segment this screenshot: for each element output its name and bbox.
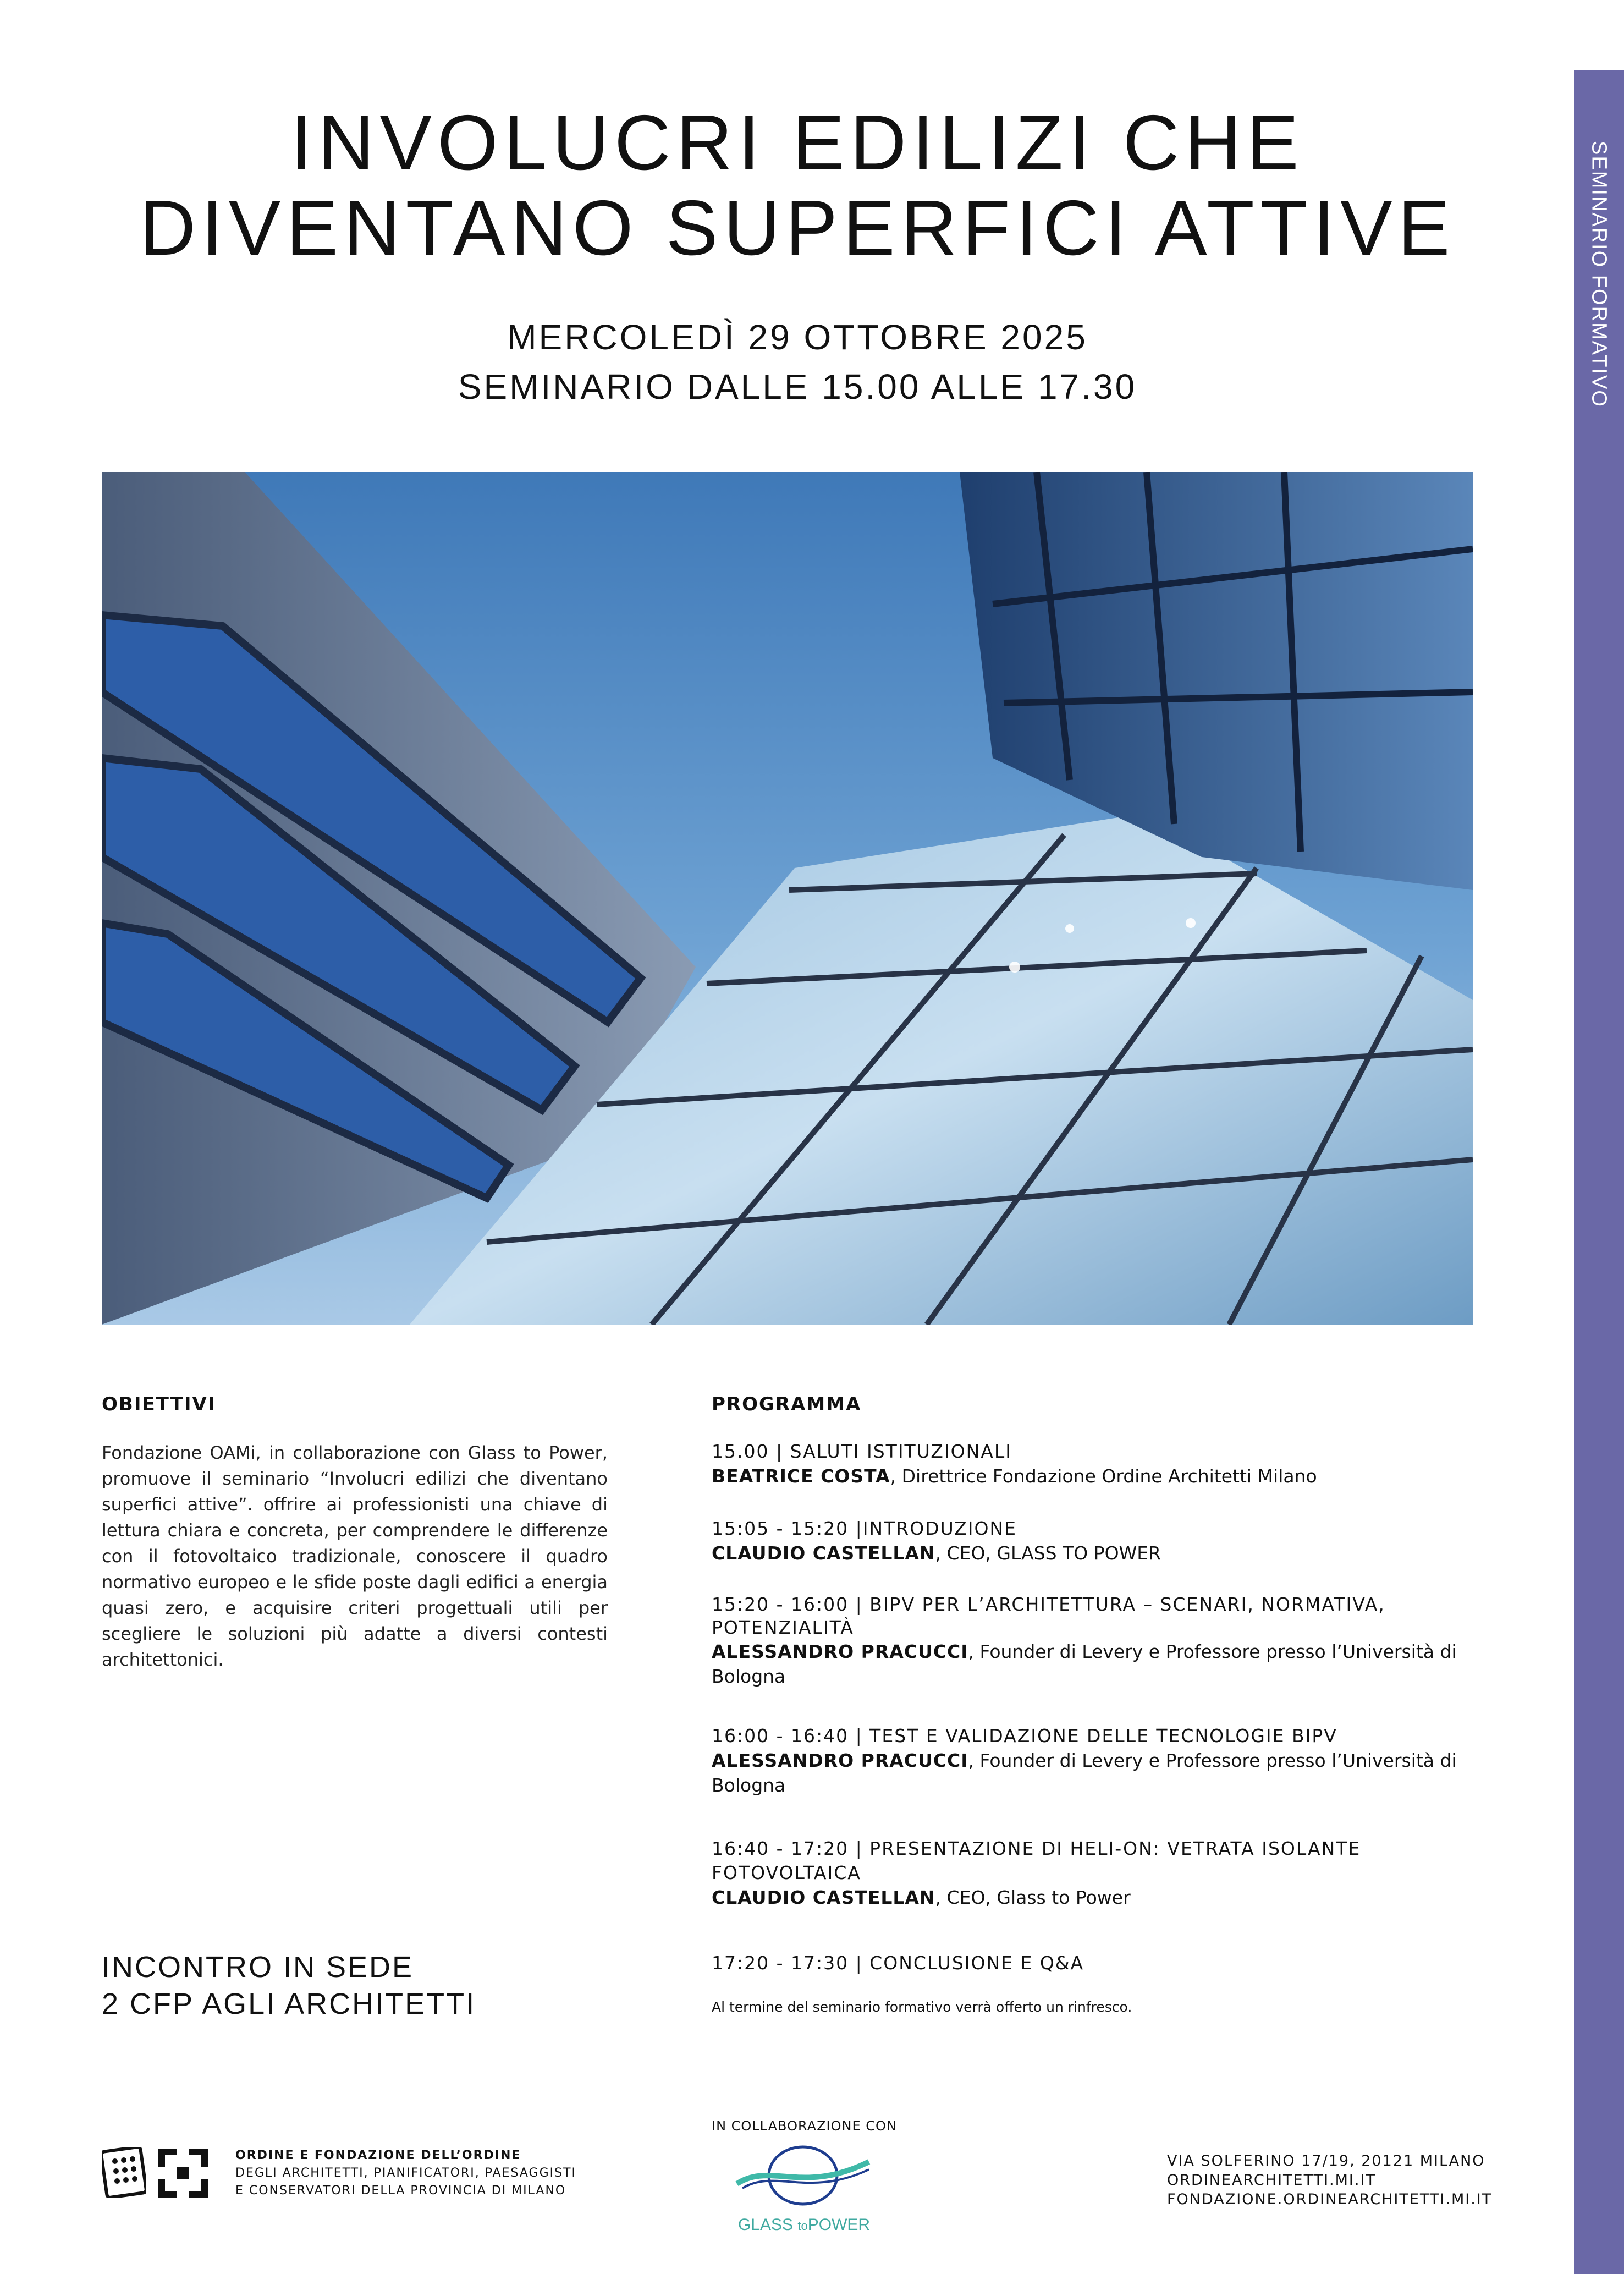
program-item-role: , Direttrice Fondazione Ordine Architetti Milano xyxy=(890,1465,1317,1487)
event-time: SEMINARIO DALLE 15.00 ALLE 17.30 xyxy=(458,367,1137,407)
program-item-time: 15.00 | SALUTI ISTITUZIONALI xyxy=(712,1441,1012,1462)
partner-logo-power: POWER xyxy=(807,2216,871,2234)
program-item-speaker: ALESSANDRO PRACUCCI xyxy=(712,1641,968,1662)
partner-logo-to: to xyxy=(797,2219,808,2233)
program-item-speaker-line xyxy=(712,1541,1471,1566)
incontro-line-1: INCONTRO IN SEDE xyxy=(102,1951,414,1984)
program-item-speaker-line xyxy=(712,1748,1471,1798)
glass-to-power-logo-icon xyxy=(726,2145,880,2211)
program-item xyxy=(712,1723,1471,1798)
program-item-time: 17:20 - 17:30 | CONCLUSIONE E Q&A xyxy=(712,1952,1084,1974)
program-item xyxy=(712,1516,1471,1566)
program-item-speaker-line xyxy=(712,1885,1471,1910)
address-line-1: VIA SOLFERINO 17/19, 20121 MILANO xyxy=(1167,2152,1485,2169)
program-item-role: , Founder di Levery e Professore presso l’Università di Bologna xyxy=(712,1750,1457,1796)
obiettivi-heading: OBIETTIVI xyxy=(102,1393,216,1415)
program-item-time: 15:20 - 16:00 | BIPV PER L’ARCHITETTURA – SCENARI, NORMATIVA, POTENZIALITÀ xyxy=(712,1594,1385,1638)
programma-heading: PROGRAMMA xyxy=(712,1393,862,1415)
program-item-speaker: CLAUDIO CASTELLAN xyxy=(712,1887,935,1908)
collab-label: IN COLLABORAZIONE CON xyxy=(712,2118,897,2134)
partner-logo-glass: GLASS xyxy=(738,2216,794,2234)
program-item-time: 16:40 - 17:20 | PRESENTAZIONE DI HELI-ON: VETRATA ISOLANTE FOTOVOLTAICA xyxy=(712,1838,1361,1883)
program-item-time: 16:00 - 16:40 | TEST E VALIDAZIONE DELLE TECNOLOGIE BIPV xyxy=(712,1725,1337,1746)
sidebar-label: SEMINARIO FORMATIVO xyxy=(1587,141,1611,408)
program-item xyxy=(712,1837,1471,1910)
org-line-3: E CONSERVATORI DELLA PROVINCIA DI MILANO xyxy=(235,2184,566,2198)
program-item-speaker: CLAUDIO CASTELLAN xyxy=(712,1542,935,1564)
fondazione-logo-icon xyxy=(158,2149,208,2198)
ordine-logo-icon xyxy=(102,2147,146,2198)
program-item-role: , CEO, Glass to Power xyxy=(935,1887,1131,1908)
fondazione-website-link[interactable]: FONDAZIONE.ORDINEARCHITETTI.MI.IT xyxy=(1167,2191,1493,2208)
org-title: ORDINE E FONDAZIONE DELL’ORDINE xyxy=(235,2149,521,2162)
program-item-speaker-line xyxy=(712,1639,1471,1689)
org-line-2: DEGLI ARCHITETTI, PIANIFICATORI, PAESAGGISTI xyxy=(235,2166,576,2180)
program-item xyxy=(712,1951,1471,1975)
partner-logo-text xyxy=(738,2216,870,2234)
website-link[interactable]: ORDINEARCHITETTI.MI.IT xyxy=(1167,2172,1376,2189)
glass-building-photo xyxy=(102,472,1473,1325)
program-item xyxy=(712,1439,1471,1488)
program-item xyxy=(712,1593,1471,1689)
obiettivi-text: Fondazione OAMi, in collaborazione con Glass to Power, promuove il seminario “Involucri edilizi che diventano superfici attive”. offrire ai professionisti una chiave di lettura chiara e concreta, per comprendere le differenze con il fotovoltaico tradizionale, conoscere il quadro normativo europeo e le sfide poste dagli edifici a energia quasi zero, e acquisire criteri progettuali utili per scegliere le soluzioni più adatte a diversi contesti architettonici. xyxy=(102,1442,608,1670)
title-line-1: INVOLUCRI EDILIZI CHE xyxy=(290,99,1304,186)
event-date: MERCOLEDÌ 29 OTTOBRE 2025 xyxy=(507,317,1088,357)
program-item-time: 15:05 - 15:20 |INTRODUZIONE xyxy=(712,1518,1017,1539)
program-note: Al termine del seminario formativo verrà offerto un rinfresco. xyxy=(712,1999,1132,2015)
program-item-speaker-line xyxy=(712,1464,1471,1488)
title-line-2: DIVENTANO SUPERFICI ATTIVE xyxy=(139,184,1456,272)
program-item-speaker: ALESSANDRO PRACUCCI xyxy=(712,1750,968,1771)
program-item-role: , CEO, GLASS TO POWER xyxy=(935,1542,1161,1564)
incontro-line-2: 2 CFP AGLI ARCHITETTI xyxy=(102,1987,476,2020)
program-item-speaker: BEATRICE COSTA xyxy=(712,1465,890,1487)
program-item-role: , Founder di Levery e Professore presso l’Università di Bologna xyxy=(712,1641,1457,1687)
